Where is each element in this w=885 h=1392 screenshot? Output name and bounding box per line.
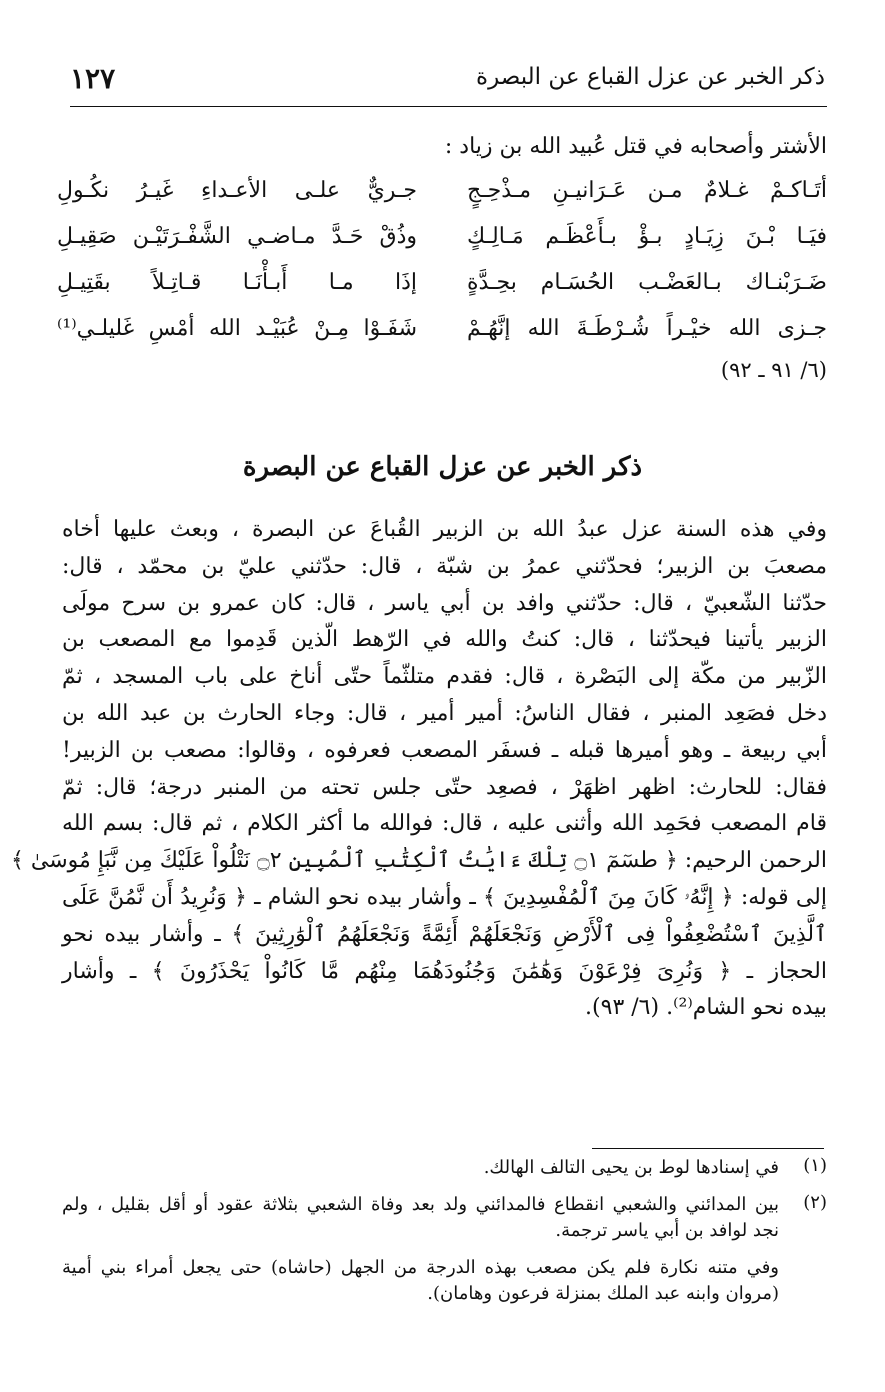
section-title: ذكر الخبر عن عزل القباع عن البصرة	[242, 452, 643, 482]
footnote-line: بين المدائني والشعبي انقطاع فالمدائني ولد بعد وفاة الشعبي بثلاثة عقود أو أقل بقليل ، ولم	[62, 1193, 779, 1215]
header-rule	[70, 106, 827, 107]
verse-second-hemistich: وذُقْ حَـدَّ مـاضـي الشَّفْـرَتَيْـن صَقِيـلِ	[57, 224, 417, 249]
verse-first-hemistich: فيَـا بْـنَ زِيَـادٍ بـؤْ بـأَعْظَـم مَـالِـكٍ	[467, 224, 827, 249]
running-header	[70, 62, 825, 102]
intro-line: الأشتر وأصحابه في قتل عُبيد الله بن زياد :	[444, 134, 827, 159]
section-body	[10, 512, 827, 1027]
footnote-line: في إسنادها لوط بن يحيى التالف الهالك.	[483, 1157, 779, 1178]
poem	[57, 178, 827, 378]
verse-first-hemistich: أتَـاكـمْ غـلامٌ مـن عَـرَانيـنِ مـذْحِـجٍ	[467, 178, 827, 203]
verse-first-hemistich: جـزى الله خيْـراً شُـرْطَـةَ الله إنَّهُـمْ	[467, 316, 827, 341]
body-line: دخل فصَعِد المنبر ، فقال الناسُ: أمير أمير ، قال: وجاء الحارث بن عبد الله بن	[62, 700, 827, 726]
footnote-line: وفي متنه نكارة فلم يكن مصعب بهذه الدرجة من الجهل (حاشاه) حتى يجعل أمراء بني أمية	[62, 1256, 779, 1278]
body-line: الحجاز ـ ﴿ وَنُرِىَ فِرْعَوْنَ وَهَٰمَٰنَ وَجُنُودَهُمَا مِنْهُم مَّا كَانُواْ يَحْذَرُونَ ﴾ ـ وأشار	[62, 958, 827, 984]
footnote-number: (١)	[803, 1155, 827, 1176]
footnotes	[62, 1155, 827, 1308]
body-line: فقال: للحارث: اظهر اظهَرْ ، فصعِد حتّى جلس تحته من المنبر درجة؛ قال: ثمّ	[62, 774, 827, 800]
body-line: حدّثنا الشّعبيّ ، قال: حدّثني وافد بن أبي ياسر ، قال: كان عمرو بن سرح مولَى	[62, 590, 827, 616]
footnote-line: نجد لوافد بن أبي ياسر ترجمة.	[555, 1220, 779, 1241]
body-line: وفي هذه السنة عزل عبدُ الله بن الزبير القُباعَ عن البصرة ، وبعث عليها أخاه	[62, 517, 827, 542]
body-line: ٱلَّذِينَ ٱسْتُضْعِفُواْ فِى ٱلْأَرْضِ وَنَجْعَلَهُمْ أَئِمَّةً وَنَجْعَلَهُمُ ٱلْوَٰرِثِينَ ﴾ ـ وأشار بيده نحو	[62, 921, 827, 947]
body-line: مصعبَ بن الزبير؛ فحدّثني عمرُ بن شبّة ، قال: حدّثني عليّ بن محمّد ، قال:	[62, 553, 827, 579]
footnote	[62, 1192, 827, 1308]
poem-verse	[57, 316, 827, 362]
body-line: الرحمن الرحيم: ﴿ طسٓمٓ ۝١ تِلْكَ ءَايَٰتُ ٱلْكِتَٰبِ ٱلْمُبِينِ ۝٢ نَتْلُواْ عَلَيْكَ مِن نَّبَإِ مُوسَىٰ ﴾	[10, 848, 827, 874]
poem-verse	[57, 224, 827, 270]
verse-second-hemistich: شَفَـوْا مِـنْ عُبَيْـد الله أمْسِ غَليلـي⁽¹⁾	[57, 316, 417, 341]
body-line: قام المصعب فحَمِد الله وأثنى عليه ، قال: فوالله ما أكثر الكلام ، ثم قال: بسم الله	[62, 811, 827, 837]
footnote-rule	[592, 1148, 824, 1149]
verse-first-hemistich: ضَـرَبْنـاك بـالعَضْـب الحُسَـام بحِـدَّةٍ	[467, 270, 827, 295]
body-line: أبي ربيعة ـ وهو أميرها قبله ـ فسفَر المصعب فعرفوه ، وقالوا: مصعب بن الزبير!	[62, 737, 827, 763]
running-title: ذكر الخبر عن عزل القباع عن البصرة	[476, 64, 825, 90]
page-number: ١٢٧	[70, 62, 116, 95]
footnote-line: (مروان وابنه عبد الملك بمنزلة فرعون وهامان).	[427, 1283, 779, 1304]
body-line: إلى قوله: ﴿ إِنَّهُۥ كَانَ مِنَ ٱلْمُفْسِدِينَ ﴾ ـ وأشار بيده نحو الشام ـ ﴿ وَنُرِيدُ أَن نَّمُنَّ عَلَى	[62, 884, 827, 910]
verse-second-hemistich: إذَا مـا أَبـأْنَـا قـاتِـلاً بقَتِيـلِ	[57, 270, 417, 295]
verse-second-hemistich: جـريٌّ علـى الأعـداءِ غَيـرُ نكُـولِ	[57, 178, 417, 203]
footnote-number: (٢)	[803, 1191, 827, 1213]
body-line: الزبير يأتينا فيحدّثنا ، قال: كنتُ والله في الرّهط الّذين قَدِموا مع المصعب بن	[62, 627, 827, 653]
body-line: الزّبير من مكّة إلى البَصْرة ، قال: فقدم متلثّماً حتّى أناخ على باب المسجد ، ثمّ	[62, 664, 827, 690]
poem-reference: (٦/ ٩١ ـ ٩٢)	[720, 358, 827, 382]
poem-verse	[57, 178, 827, 224]
body-line: بيده نحو الشام⁽²⁾. (٦/ ٩٣).	[585, 995, 827, 1021]
footnote	[62, 1155, 827, 1182]
poem-verse	[57, 270, 827, 316]
